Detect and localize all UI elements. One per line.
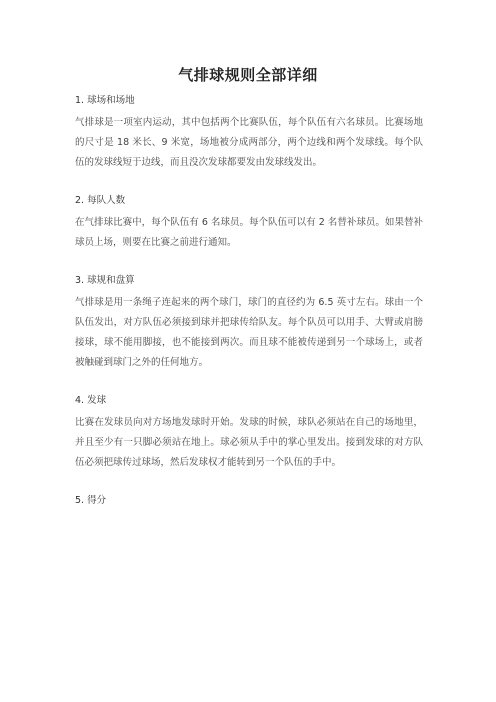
section-spacer <box>75 373 423 393</box>
section-spacer <box>75 253 423 273</box>
document-content <box>75 93 423 509</box>
section-serve <box>75 393 423 473</box>
section-paragraph: 在气排球比赛中，每个队伍有 6 名球员。每个队伍可以有 2 名替补球员。如果替补球员上场，则要在比赛之前进行通知。 <box>75 217 423 248</box>
section-ball-rules <box>75 273 423 373</box>
section-heading: 4. 发球 <box>75 395 107 406</box>
section-court <box>75 93 423 173</box>
section-spacer <box>75 173 423 193</box>
section-paragraph: 气排球是一项室内运动，其中包括两个比赛队伍，每个队伍有六名球员。比赛场地的尺寸是 18 米长、9 米宽，场地被分成两部分，两个边线和两个发球线。每个队伍的发球线短于边线，而且没次发球都要发由发球线发出。 <box>75 117 423 168</box>
section-paragraph: 比赛在发球员向对方场地发球时开始。发球的时候，球队必须站在自己的场地里，并且至少有一只脚必须站在地上。球必须从手中的掌心里发出。接到发球的对方队伍必须把球传过球场，然后发球权才能转到另一个队伍的手中。 <box>75 417 423 468</box>
section-heading: 3. 球规和盘算 <box>75 275 135 286</box>
document-title: 气排球规则全部详细 <box>178 66 318 84</box>
section-heading: 2. 每队人数 <box>75 195 126 206</box>
section-paragraph: 气排球是用一条绳子连起来的两个球门，球门的直径约为 6.5 英寸左右。球由一个队伍发出，对方队伍必须接到球并把球传给队友。每个队员可以用手、大臂或肩膀接球，球不能用脚接，也不能接到两次。而且球不能被传递到另一个球场上，或者被触碰到球门之外的任何地方。 <box>75 297 423 368</box>
section-team-size <box>75 193 423 253</box>
section-heading: 5. 得分 <box>75 495 107 506</box>
section-heading: 1. 球场和场地 <box>75 95 135 106</box>
section-scoring <box>75 493 423 509</box>
section-spacer <box>75 473 423 493</box>
